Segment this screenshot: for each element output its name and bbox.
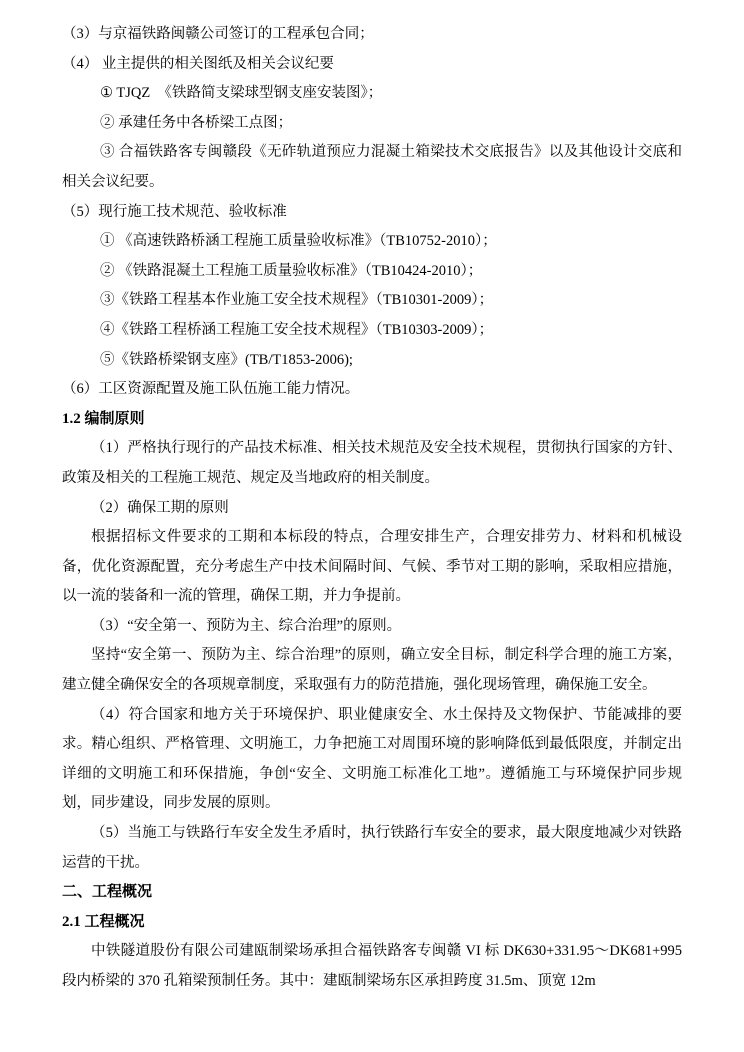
list-item-5: （5）现行施工技术规范、验收标准 [62,203,287,220]
paragraph-principle-1: （1）严格执行现行的产品技术标准、相关技术规范及安全技术规程，贯彻执行国家的方针、政策及相关的工程施工规范、规定及当地政府的相关制度。 [62,440,682,486]
standard-item-2: ② 《铁路混凝土工程施工质量验收标准》（TB10424-2010）； [100,262,483,279]
standard-item-5: ⑤《铁路桥梁钢支座》(TB/T1853-2006); [100,351,353,368]
paragraph-principle-4: （4）符合国家和地方关于环境保护、职业健康安全、水土保持及文物保护、节能减排的要求。精心组织、严格管理、文明施工，力争把施工对周围环境的影响降低到最低限度，并制定出详细的文明施工和环保措施，争创“安全、文明施工标准化工地”。遵循施工与环境保护同步规划，同步建设，同步发展的原则。 [62,706,682,812]
sub-item-3: ③ 合福铁路客专闽赣段《无砟轨道预应力混凝土箱梁技术交底报告》以及其他设计交底和相关会议纪要。 [62,144,682,190]
paragraph-principle-2-body: 根据招标文件要求的工期和本标段的特点，合理安排生产，合理安排劳力、材料和机械设备，优化资源配置，充分考虑生产中技术间隔时间、气候、季节对工期的影响，采取相应措施，以一流的装备和一流的管理，确保工期，并力争提前。 [62,529,682,605]
sub-item-2: ② 承建任务中各桥梁工点图； [100,114,293,131]
paragraph-principle-3-body: 坚持“安全第一、预防为主、综合治理”的原则，确立安全目标，制定科学合理的施工方案，建立健全确保安全的各项规章制度，采取强有力的防范措施，强化现场管理，确保施工安全。 [62,647,682,694]
paragraph-principle-3-title: （3）“安全第一、预防为主、综合治理”的原则。 [91,617,402,634]
section-heading-2-1: 2.1 工程概况 [62,913,145,930]
list-item-3: （3）与京福铁路闽赣公司签订的工程承包合同； [62,26,374,42]
list-item-4: （4） 业主提供的相关图纸及相关会议纪要 [62,55,334,72]
paragraph-principle-2-title: （2）确保工期的原则 [91,499,229,516]
standard-item-3: ③《铁路工程基本作业施工安全技术规程》（TB10301-2009）； [100,292,494,309]
chapter-heading-2: 二、工程概况 [62,884,153,901]
list-item-6: （6）工区资源配置及施工队伍施工能力情况。 [62,381,360,398]
standard-item-4: ④《铁路工程桥涵工程施工安全技术规程》（TB10303-2009）； [100,321,494,338]
section-heading-1-2: 1.2 编制原则 [62,410,145,427]
paragraph-principle-5: （5）当施工与铁路行车安全发生矛盾时，执行铁路行车安全的要求，最大限度地减少对铁路运营的干扰。 [62,825,682,871]
paragraph-project-overview: 中铁隧道股份有限公司建瓯制梁场承担合福铁路客专闽赣 VI 标 DK630+331.95～DK681+995 段内桥梁的 370 孔箱梁预制任务。其中：建瓯制梁场东区承担跨度 31.5m、顶宽 12m [62,943,682,989]
sub-item-1: ① TJQZ 《铁路简支梁球型钢支座安装图》； [100,85,383,102]
standard-item-1: ① 《高速铁路桥涵工程施工质量验收标准》（TB10752-2010）； [100,233,497,250]
